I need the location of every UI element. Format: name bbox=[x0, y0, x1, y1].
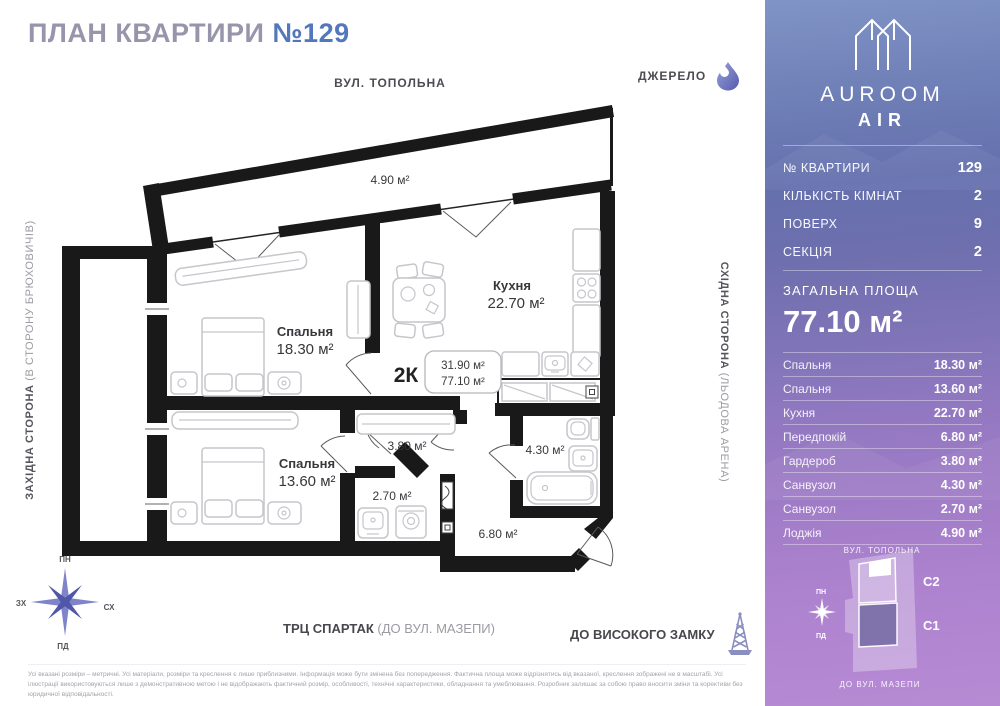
landmark-spartak-note: (ДО ВУЛ. МАЗЕПИ) bbox=[373, 621, 495, 636]
total-area-value: 77.10 м² bbox=[783, 304, 903, 339]
map-compass-north: ПН bbox=[815, 589, 827, 596]
apartment-info bbox=[765, 146, 1000, 270]
page-title bbox=[28, 18, 350, 49]
room-value: 2.70 м² bbox=[940, 501, 982, 516]
table-row bbox=[783, 353, 982, 377]
landmark-spartak-bold: ТРЦ СПАРТАК bbox=[283, 621, 374, 636]
floor-plan bbox=[55, 98, 725, 618]
nightstand bbox=[171, 372, 197, 394]
info-label: СЕКЦІЯ bbox=[783, 245, 833, 259]
room-value: 3.80 м² bbox=[940, 453, 982, 468]
info-value: 2 bbox=[973, 188, 982, 204]
room-label: Санвузол bbox=[783, 501, 836, 516]
label-bedroom2-name: Спальня bbox=[278, 456, 336, 471]
section-c2-label: С2 bbox=[923, 574, 940, 589]
sliding-closet bbox=[502, 383, 595, 401]
label-loggia-area: 4.90 м² bbox=[370, 173, 410, 187]
landmark-castle bbox=[570, 612, 757, 656]
landmark-dzherelo-label: ДЖЕРЕЛО bbox=[638, 68, 707, 83]
info-value: 2 bbox=[973, 244, 982, 260]
room-value: 4.90 м² bbox=[940, 525, 982, 540]
info-label: ПОВЕРХ bbox=[783, 217, 838, 231]
brand-name: AUROOM bbox=[820, 83, 945, 106]
info-row-rooms bbox=[783, 182, 982, 210]
label-wardrobe-area: 3.80 м² bbox=[387, 439, 427, 453]
map-street-top: ВУЛ. ТОПОЛЬНА bbox=[843, 546, 921, 555]
room-label: Лоджія bbox=[783, 525, 822, 540]
compass-east-label: СХ bbox=[103, 603, 115, 612]
info-label: № КВАРТИРИ bbox=[783, 161, 871, 175]
label-kitchen-area: 22.70 м² bbox=[487, 295, 545, 312]
badge-total-area: 77.10 м² bbox=[441, 376, 485, 388]
compass-west-label: ЗХ bbox=[15, 599, 27, 608]
room-label: Кухня bbox=[783, 405, 816, 420]
brand-subname: AIR bbox=[858, 110, 907, 130]
info-row-section bbox=[783, 238, 982, 266]
room-value: 18.30 м² bbox=[933, 357, 982, 372]
tower-icon bbox=[723, 612, 757, 656]
east-side-bold: СХІДНА СТОРОНА bbox=[718, 261, 730, 370]
compass-north-label: ПН bbox=[59, 555, 71, 564]
compass-rose bbox=[10, 550, 120, 654]
landmark-castle-label: ДО ВИСОКОГО ЗАМКУ bbox=[570, 626, 715, 642]
room-value: 6.80 м² bbox=[940, 429, 982, 444]
landmark-dzherelo bbox=[638, 60, 741, 91]
info-value: 9 bbox=[973, 216, 982, 232]
room-label: Спальня bbox=[783, 381, 832, 396]
info-row-floor bbox=[783, 210, 982, 238]
label-bedroom2-area: 13.60 м² bbox=[278, 473, 336, 490]
label-hall-area: 6.80 м² bbox=[478, 527, 518, 541]
media-shelf-1 bbox=[174, 251, 307, 286]
page-title-prefix: ПЛАН КВАРТИРИ bbox=[28, 18, 273, 48]
compass-south-label: ПД bbox=[57, 642, 69, 651]
label-bath-area: 4.30 м² bbox=[525, 443, 565, 457]
map-compass bbox=[808, 589, 836, 640]
apartment-type-badge bbox=[394, 351, 501, 393]
section-c1-label: С1 bbox=[923, 618, 940, 633]
sidebar bbox=[765, 0, 1000, 706]
table-row bbox=[783, 377, 982, 401]
west-side-label bbox=[24, 220, 36, 500]
total-area-label: ЗАГАЛЬНА ПЛОЩА bbox=[783, 283, 920, 298]
info-value: 129 bbox=[957, 160, 982, 176]
room-label: Санвузол bbox=[783, 477, 836, 492]
table-row bbox=[783, 401, 982, 425]
section-c1 bbox=[859, 603, 897, 647]
dining-set bbox=[393, 261, 445, 338]
map-street-bottom: ДО ВУЛ. МАЗЕПИ bbox=[839, 680, 921, 689]
auroom-logo-icon bbox=[847, 16, 919, 72]
map-compass-south: ПД bbox=[815, 633, 827, 640]
label-bedroom1-name: Спальня bbox=[276, 324, 334, 339]
west-side-bold: ЗАХІДНА СТОРОНА bbox=[24, 384, 36, 500]
info-row-number bbox=[783, 154, 982, 182]
badge-rooms: 2К bbox=[393, 364, 419, 387]
total-area-block bbox=[765, 271, 1000, 350]
nightstand bbox=[171, 502, 197, 524]
bathtub bbox=[527, 472, 597, 504]
room-value: 22.70 м² bbox=[933, 405, 982, 420]
room-value: 4.30 м² bbox=[940, 477, 982, 492]
brand-logo bbox=[765, 0, 1000, 131]
landmark-spartak bbox=[283, 621, 495, 636]
room-label: Гардероб bbox=[783, 453, 836, 468]
table-row bbox=[783, 497, 982, 521]
street-label-top: ВУЛ. ТОПОЛЬНА bbox=[334, 76, 446, 90]
apartment-number: №129 bbox=[272, 18, 350, 48]
east-side-note: (ЛЬОДОВА АРЕНА) bbox=[718, 369, 730, 483]
west-side-note: (В СТОРОНУ БРЮХОВИЧІВ) bbox=[24, 220, 36, 385]
label-bedroom1-area: 18.30 м² bbox=[276, 341, 334, 358]
room-label: Спальня bbox=[783, 357, 832, 372]
disclaimer-text: Усі вказані розміри – метричні. Усі матеріали, розміри та креслення є лише приблизними. Інформація може бути змінена без попередження. Фактична площа може відрізнятись від вказаної, креслення зображені не в масштабі. Усі ілюстрації використовуються лише з демонстративною метою і не відображають фактичний розмір, особливості, технічні характеристики, обладнання та умеблювання. Розробник залишає за собою право вносити зміни та корективи без юридичної відповідальності. bbox=[28, 664, 746, 699]
site-map bbox=[765, 538, 1000, 706]
toilet bbox=[591, 418, 599, 440]
badge-living-area: 31.90 м² bbox=[441, 360, 485, 372]
nightstand bbox=[268, 372, 301, 394]
nightstand bbox=[268, 502, 301, 524]
room-label: Передпокій bbox=[783, 429, 847, 444]
room-value: 13.60 м² bbox=[933, 381, 982, 396]
water-drop-icon bbox=[715, 60, 741, 91]
label-kitchen-name: Кухня bbox=[493, 278, 531, 293]
info-label: КІЛЬКІСТЬ КІМНАТ bbox=[783, 189, 903, 203]
label-small-bath-area: 2.70 м² bbox=[372, 489, 412, 503]
